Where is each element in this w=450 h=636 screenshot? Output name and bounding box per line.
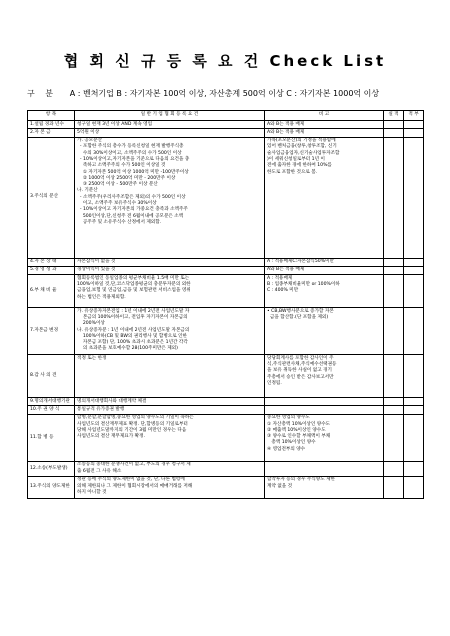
requirement-line: 이고, 소액주주 보유주식수 30%이상 — [77, 201, 157, 207]
row-label: 2.자 본 금 — [28, 129, 75, 137]
row-label: 8.감 사 의 견 — [28, 355, 75, 398]
requirement-line: 나. 유상증자분 : 1년 이내에 2년전 사업년도말 자본금의 — [77, 327, 190, 333]
table-row — [28, 258, 424, 266]
row-requirement — [75, 266, 265, 274]
table-row — [28, 461, 424, 476]
note-line: A와 B는 적용 배제 — [267, 267, 305, 273]
note-line: 식,주식관련사채,주식예수선택권등 — [267, 361, 337, 367]
result-cell[interactable] — [384, 308, 404, 355]
requirement-line: 정관 등에 주식의 양도제한이 없을 것, 단, 다른 법령에 — [77, 477, 185, 483]
header-requirement: 일 반 기 업 협 회 등 록 요 건 — [75, 111, 265, 121]
requirement-line: 청구일 현재 3년 이상 AND 계속 영업 — [77, 121, 153, 127]
requirement-line: 협회등록법인 동일업종의 평균부채비율 1.5배 미만 또는 — [77, 275, 190, 281]
row-requirement — [75, 308, 265, 355]
note-line: ② 매출액 10%이상인 양수도 — [267, 427, 326, 433]
header-note: 비 고 — [265, 111, 384, 121]
requirement-line: 소송등의 중대한 분쟁사건이 없고, 부도의 경우 청구서 제 — [77, 462, 191, 468]
requirement-line: 합병,분할,분할합병,중요한 영업의 양수도의 기일이 속하는 — [77, 415, 194, 421]
table-row — [28, 308, 424, 355]
header-item: 항 목 — [28, 111, 75, 121]
result-cell[interactable] — [384, 461, 404, 476]
table-row — [28, 414, 424, 461]
fit-cell[interactable] — [404, 476, 424, 498]
result-cell[interactable] — [384, 406, 404, 414]
row-requirement — [75, 275, 265, 308]
fit-cell[interactable] — [404, 398, 424, 406]
fit-cell[interactable] — [404, 137, 424, 258]
requirement-line: 출 6월전 그 사유 해소 — [77, 468, 122, 474]
requirement-line: 하지 아니할 것 — [77, 489, 107, 495]
requirement-line: 사업년도의 결산재무제표 확정. 단,합병등의 기일로부터 — [77, 421, 188, 427]
row-label: 4.자 본 상 태 — [28, 258, 75, 266]
row-requirement — [75, 129, 265, 137]
fit-cell[interactable] — [404, 266, 424, 274]
requirement-line: 공주주 및 소유주식수 산정에서 제외함. — [77, 219, 162, 225]
note-line: 금을 합산함.(단 포함을 제외) — [267, 314, 329, 320]
requirements-table — [27, 110, 424, 499]
note-line: 주총에서 승인 받은 감사보고서만 — [267, 374, 334, 380]
note-line: 계약 없을 것 — [267, 483, 293, 489]
requirement-line: - 포함한 주식의 총수가 등록신청일 현재 발행주식총 — [77, 144, 184, 150]
row-note — [265, 258, 384, 266]
note-line: 가목(포모분산)의 기정을 적용함에 — [267, 138, 336, 144]
row-note — [265, 406, 384, 414]
row-label: 13.주식의 양도제한 — [28, 476, 75, 498]
row-requirement — [75, 258, 265, 266]
result-cell[interactable] — [384, 137, 404, 258]
row-label: 6.부 채 비 율 — [28, 275, 75, 308]
note-line: • CB,BW행사분으로 증가할 자본 — [267, 308, 334, 314]
row-requirement — [75, 398, 265, 406]
row-note — [265, 275, 384, 308]
requirement-line: 의해 제한되나 그 제한이 협회시장에서의 매매거래를 저해 — [77, 483, 193, 489]
note-line: 있어 벤처금융(창투,창투조합, 신기 — [267, 144, 337, 150]
note-line: A : 적용배제C:자본잠식50%미만 — [267, 259, 334, 265]
table-row — [28, 398, 424, 406]
row-requirement — [75, 355, 265, 398]
fit-cell[interactable] — [404, 461, 424, 476]
category-line — [27, 88, 447, 99]
note-line: 한도로 포함한 것으로 봄. — [267, 169, 318, 175]
requirement-line: ② 1000억 이상 2500억 미만 - 200만주 이상 — [77, 175, 176, 181]
row-note — [265, 476, 384, 498]
requirement-line: 하는 법인은 적용제외함. — [77, 294, 126, 300]
row-note — [265, 121, 384, 129]
note-line: 총액 10%이상인 양수 — [267, 440, 316, 446]
fit-cell[interactable] — [404, 355, 424, 398]
requirement-line: 통일규격 유가증권 발행 — [77, 406, 125, 412]
requirement-line: 500인이상,단,신청주 전 6월이내에 공모분은 소액 — [77, 213, 184, 219]
fit-cell[interactable] — [404, 258, 424, 266]
table-row — [28, 137, 424, 258]
row-note — [265, 398, 384, 406]
requirement-line: 경상이익이 있을 것 — [77, 267, 116, 273]
row-requirement — [75, 406, 265, 414]
row-note — [265, 308, 384, 355]
row-note — [265, 137, 384, 258]
row-requirement — [75, 414, 265, 461]
fit-cell[interactable] — [404, 121, 424, 129]
requirement-line: 명의개서대행회사와 대행계약 체결 — [77, 398, 147, 404]
fit-cell[interactable] — [404, 275, 424, 308]
row-requirement — [75, 121, 265, 129]
note-line: 당당회계사를 포함한 감사인이 주 — [267, 355, 334, 361]
note-line: 술사업금융업자,신기술사업투자조합 — [267, 150, 340, 156]
table-row — [28, 121, 424, 129]
table-row — [28, 355, 424, 398]
row-label: 10.주 권 양 식 — [28, 406, 75, 414]
result-cell[interactable] — [384, 414, 404, 461]
requirement-line: ① 자기자본 500억 이상 1000억 미만 -100만주이상 — [77, 169, 189, 175]
table-row — [28, 406, 424, 414]
row-note — [265, 355, 384, 398]
row-label: 3.주식의 분산 — [28, 137, 75, 258]
fit-cell[interactable] — [404, 308, 424, 355]
fit-cell[interactable] — [404, 129, 424, 137]
table-row — [28, 275, 424, 308]
header-fit: 적 부 — [404, 111, 424, 121]
result-cell[interactable] — [384, 398, 404, 406]
requirement-line: - 소액주주(우리사주조합은 제외)의 수가 500인 이상 — [77, 194, 186, 200]
result-cell[interactable] — [384, 258, 404, 266]
row-label: 7.자본금 변경 — [28, 308, 75, 355]
note-line: C : 400% 미만 — [267, 288, 299, 294]
note-line: ④ 영업전부의 양수 — [267, 446, 306, 452]
note-line: 중요한 영업의 양수도 — [267, 415, 310, 421]
document-title: 협 회 신 규 등 록 요 건 Check List — [63, 52, 387, 70]
note-line: A : 적용배제 — [267, 275, 293, 281]
requirement-line: 5억원 이상 — [77, 129, 100, 135]
result-cell[interactable] — [384, 275, 404, 308]
requirement-line: 의 초과분을 보호예수할 28(100주미만은 제외) — [77, 346, 178, 352]
note-line: 전에 출자한 경에 한하여 10%를 — [267, 163, 332, 169]
requirement-line: 나. 기분산 — [77, 188, 98, 194]
table-row — [28, 129, 424, 137]
requirement-line: 당해 사업년도말까지의 기간이 3월 미만인 경우는 다음 — [77, 427, 187, 433]
result-cell[interactable] — [384, 266, 404, 274]
row-note — [265, 266, 384, 274]
row-note — [265, 461, 384, 476]
requirement-line: 자본금 포함) 단, 100% 초과시 초과분은 1년간 각각 — [77, 340, 188, 346]
requirement-line: 자본잠식이 없을 것 — [77, 259, 116, 265]
note-line: B : 업종부채비율미만 or 100%이하 — [267, 281, 340, 287]
requirement-line: ③ 2500억 이상 - 500만주 이상 분산 — [77, 182, 158, 188]
row-requirement — [75, 461, 265, 476]
row-note — [265, 129, 384, 137]
note-line: A와 B는 적용 배제 — [267, 121, 305, 127]
row-requirement — [75, 137, 265, 258]
requirement-line: 본금의 100%이하이고, 전입후 자기자본이 자본금의 — [77, 314, 188, 320]
table-row — [28, 266, 424, 274]
note-line: )이 세워신청일로부터 1년 이 — [267, 156, 325, 162]
requirement-line: 족하고 소액주주의 수가 500인 이상일 것 — [77, 163, 166, 169]
requirement-line: 금융업,보험 및 연금업,금융 및 보험관련 서비스업을 영위 — [77, 288, 191, 294]
note-line: ③ 양수로 인수할 부채액이 부채 — [267, 434, 331, 440]
row-label: 9.명의개서대행기관 — [28, 398, 75, 406]
note-line: 을 보유 취득한 사실이 없고 경기 — [267, 368, 332, 374]
requirement-line: 수의 30%이상이고, 소액주주의 수가 500인 이상 — [77, 150, 182, 156]
row-requirement — [75, 476, 265, 498]
result-cell[interactable] — [384, 476, 404, 498]
note-line: 합작투자 등의 경우 주식양도 제한 — [267, 477, 335, 483]
note-line: A와 B는 적용 배제 — [267, 129, 305, 135]
fit-cell[interactable] — [404, 406, 424, 414]
table-header-row — [28, 111, 424, 121]
result-cell[interactable] — [384, 121, 404, 129]
result-cell[interactable] — [384, 355, 404, 398]
requirement-line: 가. 공모분산 — [77, 138, 103, 144]
row-label: 11.합 병 등 — [28, 414, 75, 461]
note-line: 인정됨. — [267, 380, 282, 386]
category-text: A : 벤처기업 B : 자기자본 100억 이상, 자산총계 500억 이상 C : 자기자본 1000억 이상 — [69, 89, 380, 98]
row-label: 5.경 영 성 과 — [28, 266, 75, 274]
table-row — [28, 476, 424, 498]
row-label: 1.설립 경과 년수 — [28, 121, 75, 129]
requirement-line: 100%이하(CB 및 BW의 권리행사 및 합병으로 인한 — [77, 333, 187, 339]
requirement-line: 200%이상 — [77, 321, 105, 327]
note-line: ① 자산총액 10%이상인 양수도 — [267, 421, 331, 427]
requirement-line: - 10%이상이고,자기자본을 기준으로 다음의 요건을 충 — [77, 156, 190, 162]
requirement-line: 100%이하일 것,단,코스닥업종평균의 충분투자분의 외한 — [77, 281, 191, 287]
requirement-line: 적정 또는 한정 — [77, 355, 107, 361]
requirement-line: 가. 유상증자자본전입 : 1년 이내에 2년전 사업년도말 자 — [77, 308, 190, 314]
header-result: 실 적 — [384, 111, 404, 121]
category-label: 구 분 — [27, 89, 57, 98]
row-label: 12.소송(부도발생) — [28, 461, 75, 476]
row-note — [265, 414, 384, 461]
requirement-line: - 10%이상이고 자기자본의 가중요건 충족과 소액주주 — [77, 207, 188, 213]
requirement-line: 사업년도의 결산 재무제표가 확정. — [77, 434, 145, 440]
fit-cell[interactable] — [404, 414, 424, 461]
result-cell[interactable] — [384, 129, 404, 137]
